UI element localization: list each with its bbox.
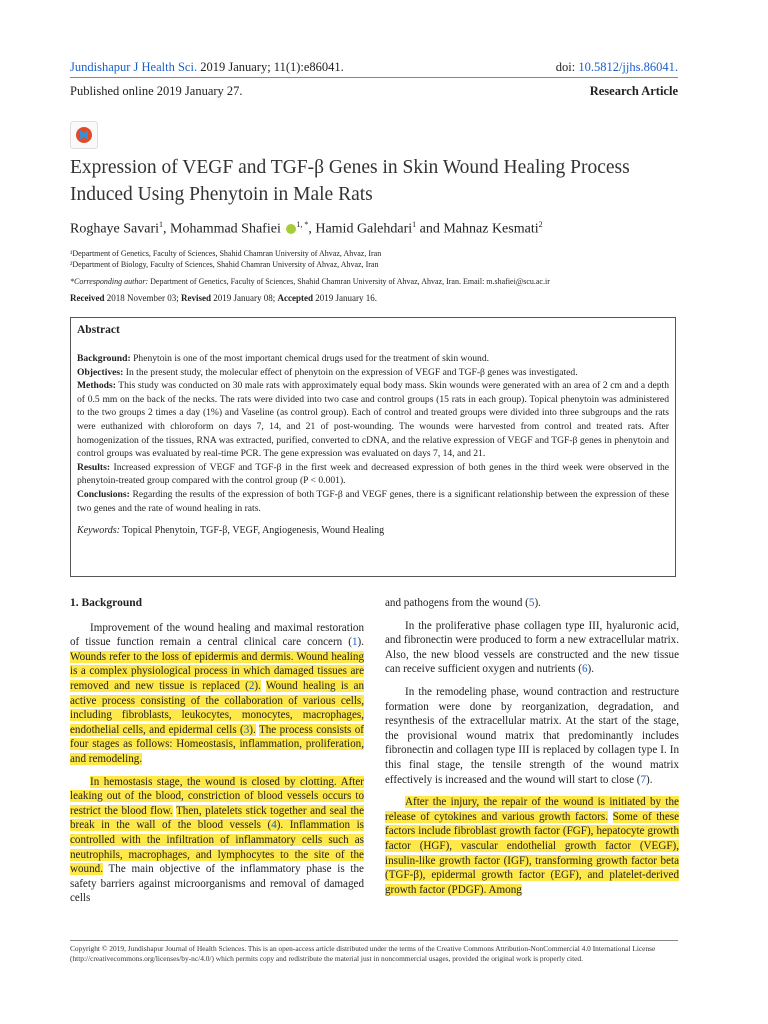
- footer-rule: [70, 940, 678, 941]
- keywords-label: Keywords:: [77, 525, 120, 537]
- highlighted-text: In hemostasis stage, the wound is closed by clotting. After leaking out of the blood, constriction of blood vessels occurs to restrict the blood flow.: [70, 775, 364, 817]
- abstract-methods: [77, 379, 669, 461]
- doi-link[interactable]: 10.5812/jjhs.86041.: [578, 60, 678, 74]
- doi: [556, 60, 678, 75]
- text: ).: [249, 723, 256, 736]
- abstract-results: [77, 461, 669, 488]
- citation-link[interactable]: 1: [351, 636, 358, 649]
- published-date: Published online 2019 January 27.: [70, 84, 243, 98]
- author-name: Hamid Galehdari: [315, 221, 413, 237]
- citation-link[interactable]: 2: [248, 679, 255, 692]
- author-affil-ref: 1: [412, 220, 417, 229]
- text: Improvement of the wound healing and maximal restoration of tissue function remain a central clinical care concern (: [70, 621, 364, 649]
- corresponding-author: [70, 277, 550, 286]
- abstract-label: Results:: [77, 461, 111, 473]
- paragraph: [385, 795, 679, 897]
- author-affil-ref: 1, *: [296, 220, 309, 229]
- text: ).: [357, 636, 364, 649]
- section-heading: 1. Background: [70, 597, 143, 609]
- affiliation: ²Department of Biology, Faculty of Sciences, Shahid Chamran University of Ahvaz, Ahvaz, Iran: [70, 260, 379, 269]
- affiliations: [70, 248, 381, 270]
- abstract-objectives: [77, 366, 669, 380]
- author-name: Roghaye Savari: [70, 221, 160, 237]
- abstract-label: Conclusions:: [77, 488, 130, 500]
- abstract-text: Increased expression of VEGF and TGF-β in the first week and decreased expression of both genes in the third week were observed in the phenytoin-treated group compared with the control group (P < 0.001).: [77, 461, 669, 487]
- keywords-text: Topical Phenytoin, TGF-β, VEGF, Angiogenesis, Wound Healing: [119, 525, 385, 537]
- orcid-icon[interactable]: [286, 224, 296, 234]
- doi-label: doi:: [555, 60, 576, 74]
- text: [608, 811, 613, 823]
- keywords: [77, 525, 669, 536]
- article-dates: [70, 293, 377, 303]
- abstract-heading: Abstract: [77, 324, 120, 336]
- abstract-text: Regarding the results of the expression of both TGF-β and VEGF genes, there is a significant relationship between the expression of these two genes and the rate of wound healing in rats.: [77, 488, 669, 514]
- citation-link[interactable]: 5: [528, 597, 535, 609]
- abstract-label: Objectives:: [77, 366, 124, 378]
- text: Wound healing is an active process consisting of the collaboration of various cells, including fibroblasts, leukocytes, monocytes, macrophages, endothelial cells, and epidermal cells (: [70, 679, 364, 736]
- text: ). Inflammation is controlled with the infiltration of inflammatory cells such as neutrophils, macrophages, and lymphocytes to the site of the wound.: [70, 819, 365, 876]
- text: ).: [254, 679, 261, 692]
- article-type: Research Article: [589, 84, 678, 98]
- text: ).: [587, 663, 594, 676]
- text: In the proliferative phase collagen type III, hyaluronic acid, and fibronectin were produced to form a new extracellular matrix. Also, the new blood vessels are constructed and the new tissue can receive sufficient oxygen and nutrients (: [385, 619, 679, 676]
- text: and pathogens from the wound (: [385, 597, 529, 609]
- received-label: Received: [70, 293, 105, 303]
- received-date: 2018 November 03;: [104, 293, 181, 303]
- header-rule: [70, 77, 678, 78]
- corresponding-label: *Corresponding author:: [70, 277, 149, 286]
- author-list: [70, 220, 543, 238]
- revised-date: 2019 January 08;: [210, 293, 278, 303]
- body-column-left: [70, 596, 364, 914]
- journal-citation: [70, 60, 344, 75]
- affiliation: ¹Department of Genetics, Faculty of Sciences, Shahid Chamran University of Ahvaz, Ahvaz, Iran: [70, 249, 382, 258]
- text: ).: [534, 597, 541, 609]
- paragraph: [70, 621, 364, 767]
- author-affil-ref: 2: [538, 220, 543, 229]
- citation-link[interactable]: 6: [581, 663, 588, 676]
- text: In the remodeling phase, wound contraction and restructure formation were done by reorganization, degradation, and resynthesis of the extracellular matrix. At the start of the stage, the provisional wound matrix that predominantly includes fibronectin and collagen type III is replaced by collagen type I. In this final stage, the tensile strength of the wound matrix effectively is increased and the wound will start to close (: [385, 685, 679, 786]
- highlighted-text: Some of these factors include fibroblast growth factor (FGF), hepatocyte growth factor (HGF), vascular endothelial growth factor (VEGF), insulin-like growth factor (IGF), transforming growth factor beta (TGF-β), epidermal growth factor (EGF), and platelet-derived growth factor (PDGF). Among: [385, 810, 680, 896]
- author-affil-ref: 1: [159, 220, 164, 229]
- copyright-notice: Copyright © 2019, Jundishapur Journal of Health Sciences. This is an open-access article distributed under the terms of the Creative Commons Attribution-NonCommercial 4.0 International License (http://creativecommons.org/licenses/by-nc/4.0/) which permits copy and redistribute the material just in noncommercial usages, provided the original work is properly cited.: [70, 944, 656, 963]
- abstract-box: [70, 317, 676, 577]
- author-separator: ,: [163, 221, 171, 237]
- abstract-background: [77, 352, 669, 366]
- author-name: Mahnaz Kesmati: [443, 221, 539, 237]
- text: Then, platelets stick together and seal the break in the wall of the blood vessels (: [70, 804, 364, 832]
- abstract-text: In the present study, the molecular effect of phenytoin on the expression of VEGF and TGF-β genes was investigated.: [123, 366, 578, 378]
- abstract-label: Background:: [77, 353, 131, 364]
- corresponding-text: Department of Genetics, Faculty of Sciences, Shahid Chamran University of Ahvaz, Ahvaz, Iran. Email: m.shafiei@scu.ac.ir: [148, 277, 550, 286]
- highlighted-text: The process consists of four stages as follows: Homeostasis, inflammation, proliferation, and remodeling.: [70, 723, 364, 765]
- citation-link[interactable]: 4: [271, 819, 277, 832]
- text: The main objective of the inflammatory phase is the safety barriers against microorganisms and removal of damaged cells: [70, 863, 364, 905]
- highlighted-text: After the injury, the repair of the wound is initiated by the release of cytokines and various growth factors.: [385, 796, 679, 823]
- author-name: Mohammad Shafiei: [170, 221, 281, 237]
- body-column-right: [385, 596, 679, 905]
- abstract-label: Methods:: [77, 380, 116, 392]
- revised-label: Revised: [180, 293, 211, 303]
- text: Wounds refer to the loss of epidermis and dermis. Wound healing is a complex physiological process in which damaged tissues are removed and new tissue is replaced (: [70, 650, 364, 692]
- journal-link[interactable]: Jundishapur J Health Sci.: [70, 60, 198, 74]
- citation-link[interactable]: 3: [243, 723, 250, 736]
- accepted-label: Accepted: [277, 293, 313, 303]
- accepted-date: 2019 January 16.: [312, 293, 377, 303]
- author-separator: and: [416, 221, 444, 237]
- paragraph: [385, 619, 679, 677]
- article-title: Expression of VEGF and TGF-β Genes in Skin Wound Healing Process Induced Using Phenytoin in Male Rats: [70, 157, 630, 205]
- author-separator: ,: [308, 221, 316, 237]
- paragraph: [385, 685, 679, 787]
- abstract-text: This study was conducted on 30 male rats with approximately equal body mass. Skin wounds were generated with an area of 2 cm and a depth of 0.5 mm on the back of the necks. The rats were divided into two case and control groups (15 rats in each group). Topical phenytoin was administered to the two groups 2 times a day (1%) and Vaseline (as control group). Each of control and treated groups were divided into three subgroups and the rats were euthanized with chloroform on days 7, 14, and 21 of post-wounding. The wounds were harvested from control and treated rats. After homogenization of the tissues, RNA was extracted, purified, converted to cDNA, and the relative expression of VEGF and TGF-β genes in phenytoin and control groups was evaluated by real-time PCR. The gene expression was evaluated on days 7, 14, and 21.: [77, 380, 669, 460]
- paragraph: [70, 775, 364, 906]
- crossmark-icon[interactable]: [70, 121, 98, 149]
- abstract-text: Phenytoin is one of the most important chemical drugs used for the treatment of skin wound.: [130, 353, 490, 364]
- issue-info: 2019 January; 11(1):e86041.: [200, 60, 344, 74]
- citation-link[interactable]: 7: [640, 773, 647, 786]
- text: ).: [646, 773, 653, 786]
- abstract-conclusions: [77, 488, 669, 515]
- paragraph: [385, 596, 679, 611]
